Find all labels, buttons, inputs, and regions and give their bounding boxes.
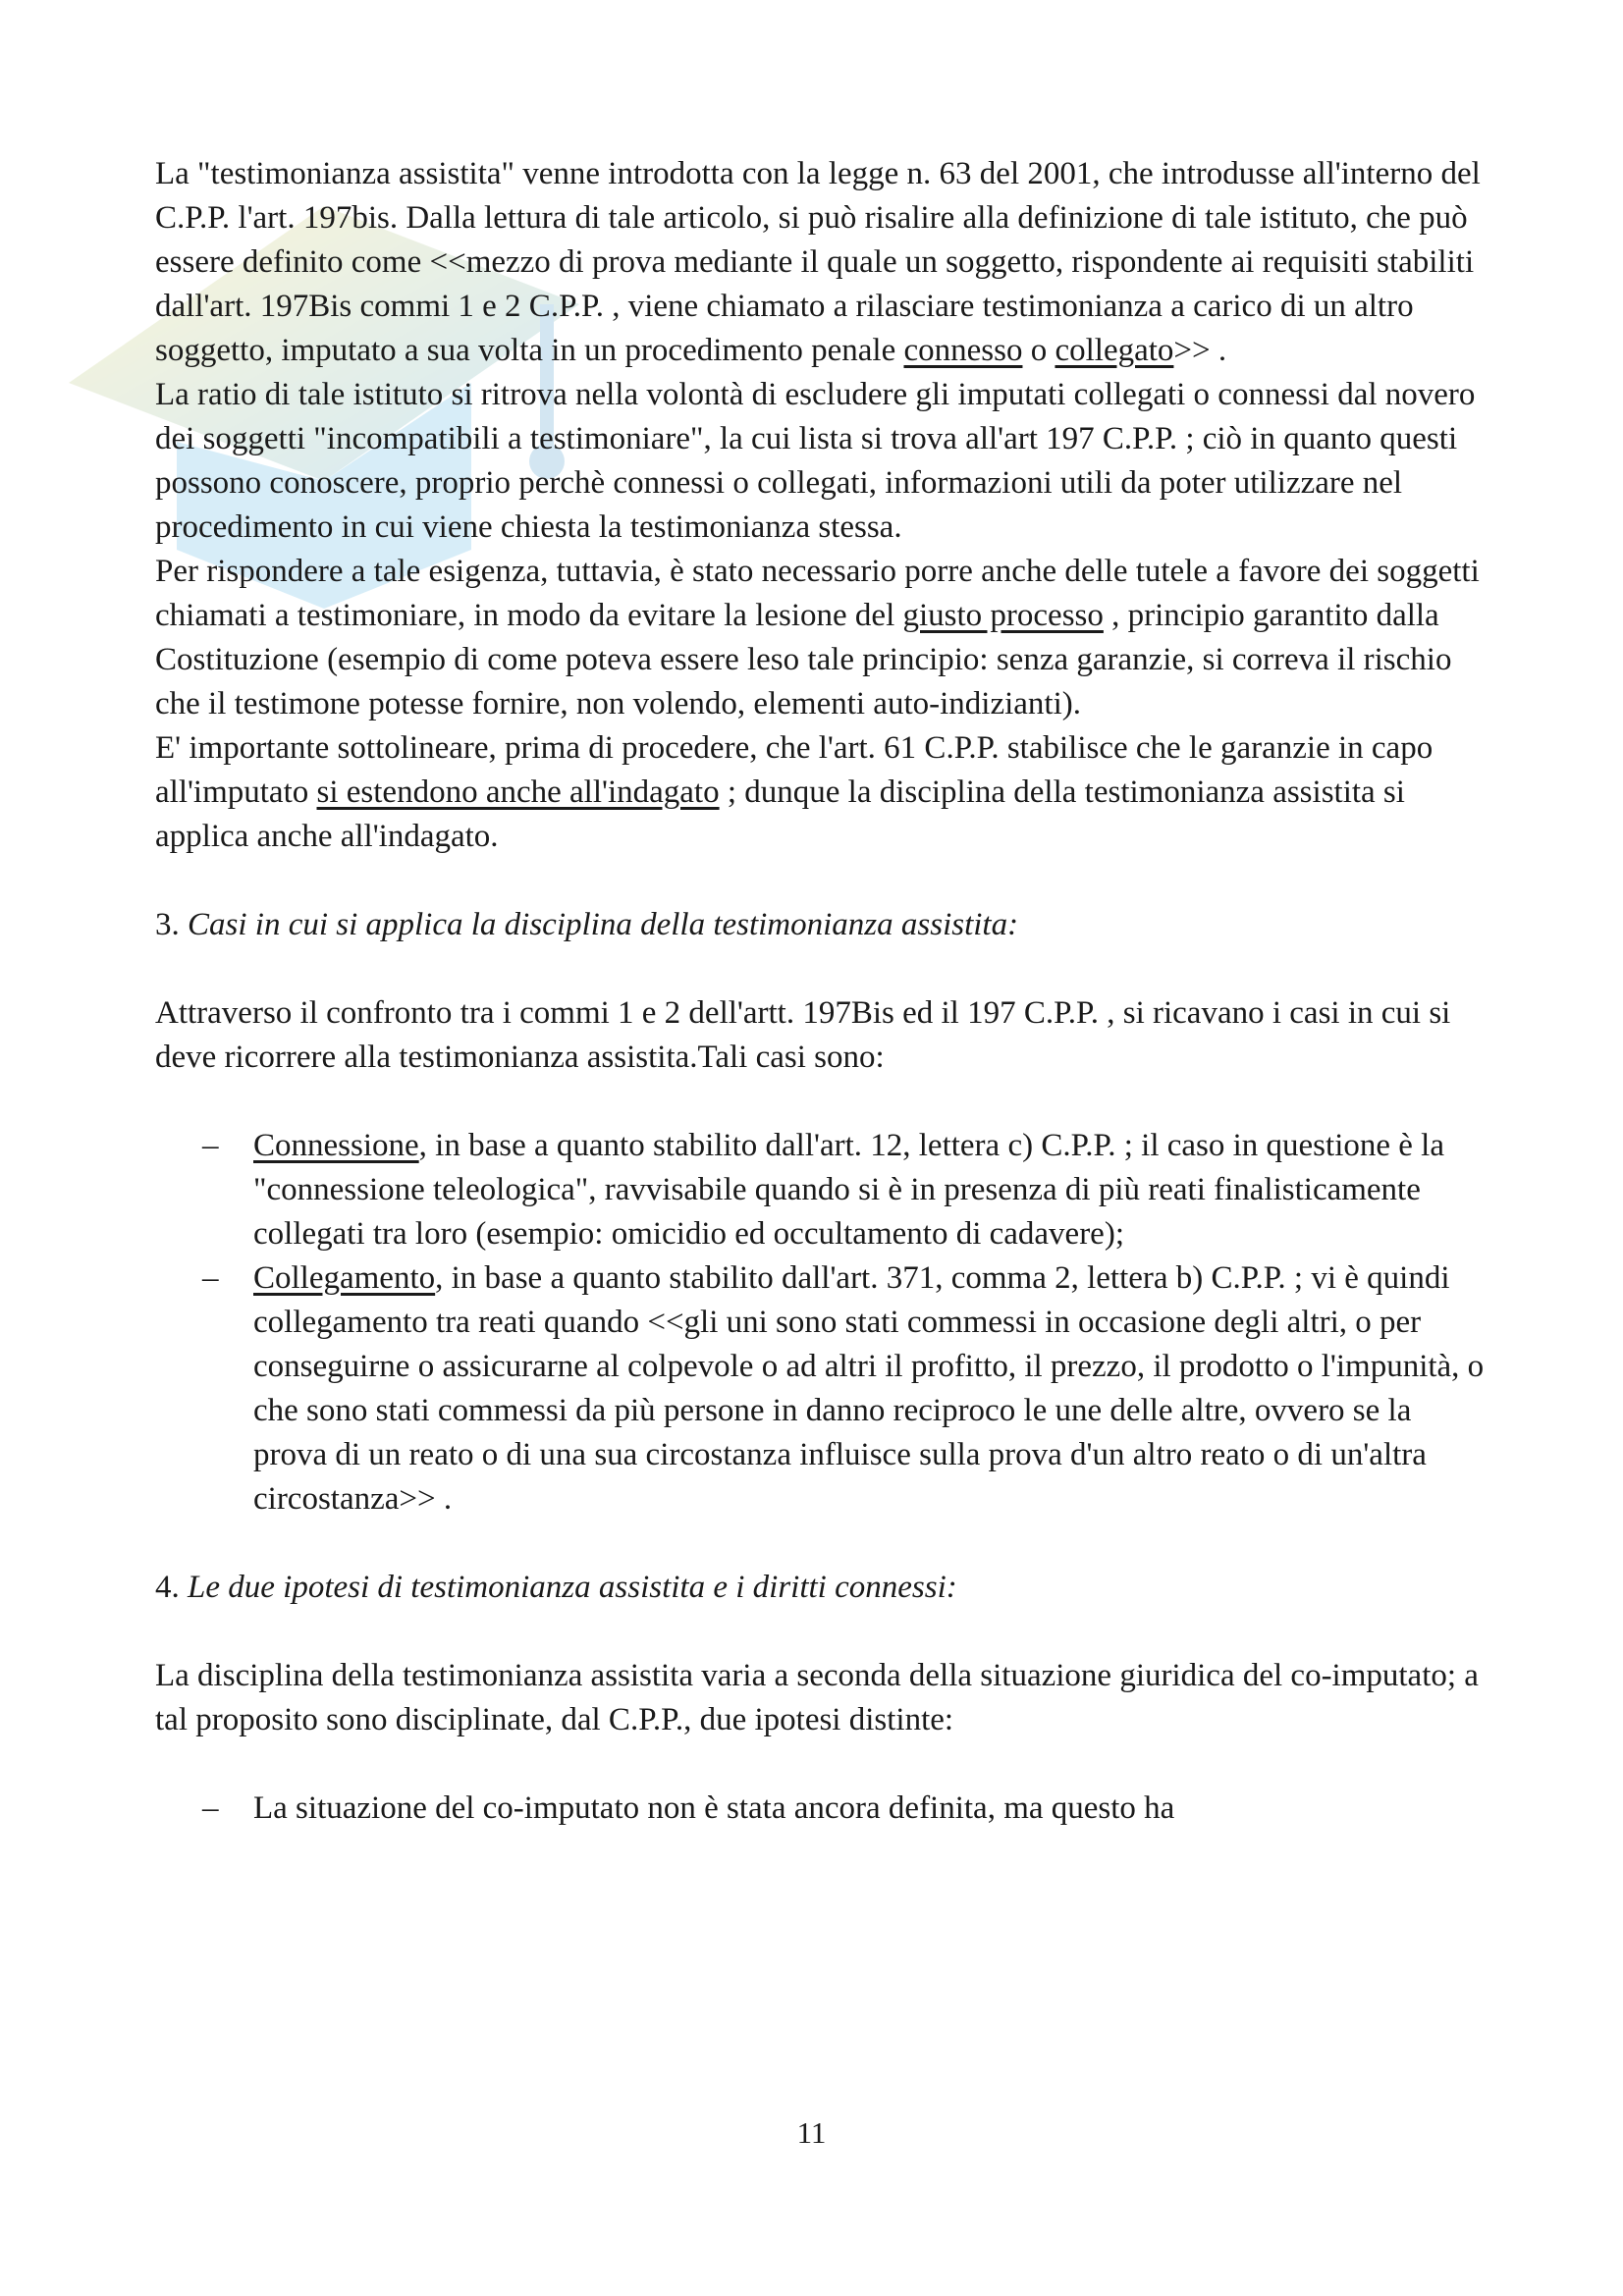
section-number: 4.	[155, 1570, 188, 1605]
list-term: Connessione	[253, 1128, 419, 1163]
list-item	[155, 1787, 1490, 1831]
underlined-term-indagato: si estendono anche all'indagato	[316, 774, 720, 810]
section-heading-4	[155, 1566, 1490, 1610]
text-run: , principio garantito dalla Costituzione (esempio di come poteva essere leso tale principio: senza garanzie, si correva il rischio che il testimone potesse fornire, non volendo, elementi auto-indizianti).	[155, 598, 1452, 721]
text-run: ; dunque la disciplina della testimonianza assistita si applica anche all'indagato.	[155, 774, 1405, 854]
section-heading-3	[155, 903, 1490, 947]
underlined-term-connesso: connesso	[903, 333, 1023, 368]
text-run: La "testimonianza assistita" venne introdotta con la legge n. 63 del 2001, che introdusse all'interno del C.P.P. l'art. 197bis. Dalla lettura di tale articolo, si può risalire alla definizione di tale istituto, che può essere definito come <<mezzo di prova mediante il quale un soggetto, rispondente ai requisiti stabiliti dall'art. 197Bis commi 1 e 2 C.P.P. , viene chiamato a rilasciare testimonianza a carico di un altro soggetto, imputato a sua volta in un procedimento penale	[155, 156, 1481, 368]
underlined-term-giusto-processo: giusto processo	[902, 598, 1104, 633]
text-run: Per rispondere a tale esigenza, tuttavia, è stato necessario porre anche delle tutele a favore dei soggetti chiamati a testimoniare, in modo da evitare la lesione del	[155, 554, 1480, 633]
hypotheses-list	[155, 1787, 1490, 1831]
paragraph-indagato	[155, 726, 1490, 859]
dash-bullet: –	[202, 1128, 219, 1163]
paragraph-ipotesi: La disciplina della testimonianza assistita varia a seconda della situazione giuridica del co-imputato; a tal proposito sono disciplinate, dal C.P.P., due ipotesi distinte:	[155, 1658, 1479, 1737]
list-text: La situazione del co-imputato non è stata ancora definita, ma questo ha	[253, 1790, 1175, 1826]
list-item	[155, 1124, 1490, 1256]
paragraph-casi: Attraverso il confronto tra i commi 1 e 2 dell'artt. 197Bis ed il 197 C.P.P. , si ricavano i casi in cui si deve ricorrere alla testimonianza assistita.Tali casi sono:	[155, 995, 1451, 1075]
paragraph-tutele	[155, 550, 1490, 726]
cases-list	[155, 1124, 1490, 1522]
list-text: , in base a quanto stabilito dall'art. 371, comma 2, lettera b) C.P.P. ; vi è quindi collegamento tra reati quando <<gli uni sono stati commessi in occasione degli altri, o per conseguirne o assicurarne al colpevole o ad altri il profitto, il prezzo, il prodotto o l'impunità, o che sono stati commessi da più persone in danno reciproco le une delle altre, ovvero se la prova di un reato o di una sua circostanza influisce sulla prova d'un altro reato o di un'altra circostanza>> .	[253, 1260, 1485, 1517]
section-title: Casi in cui si applica la disciplina della testimonianza assistita:	[188, 907, 1019, 942]
paragraph-definition	[155, 152, 1490, 373]
text-run: E' importante sottolineare, prima di procedere, che l'art. 61 C.P.P. stabilisce che le garanzie in capo all'imputato	[155, 730, 1434, 810]
underlined-term-collegato: collegato	[1055, 333, 1174, 368]
list-item	[155, 1256, 1490, 1522]
text-run: o	[1022, 333, 1055, 368]
text-run: >> .	[1173, 333, 1227, 368]
document-body	[155, 152, 1490, 1831]
list-term: Collegamento	[253, 1260, 436, 1296]
dash-bullet: –	[202, 1260, 219, 1296]
section-title: Le due ipotesi di testimonianza assistita e i diritti connessi:	[188, 1570, 957, 1605]
dash-bullet: –	[202, 1790, 219, 1826]
section-number: 3.	[155, 907, 188, 942]
list-text: , in base a quanto stabilito dall'art. 12, lettera c) C.P.P. ; il caso in questione è la "connessione teleologica", ravvisabile quando si è in presenza di più reati finalisticamente collegati tra loro (esempio: omicidio ed occultamento di cadavere);	[253, 1128, 1444, 1252]
paragraph-ratio: La ratio di tale istituto si ritrova nella volontà di escludere gli imputati collegati o connessi dal novero dei soggetti "incompatibili a testimoniare", la cui lista si trova all'art 197 C.P.P. ; ciò in quanto questi possono conoscere, proprio perchè connessi o collegati, informazioni utili da poter utilizzare nel procedimento in cui viene chiesta la testimonianza stessa.	[155, 377, 1476, 545]
page-number: 11	[796, 2115, 827, 2150]
